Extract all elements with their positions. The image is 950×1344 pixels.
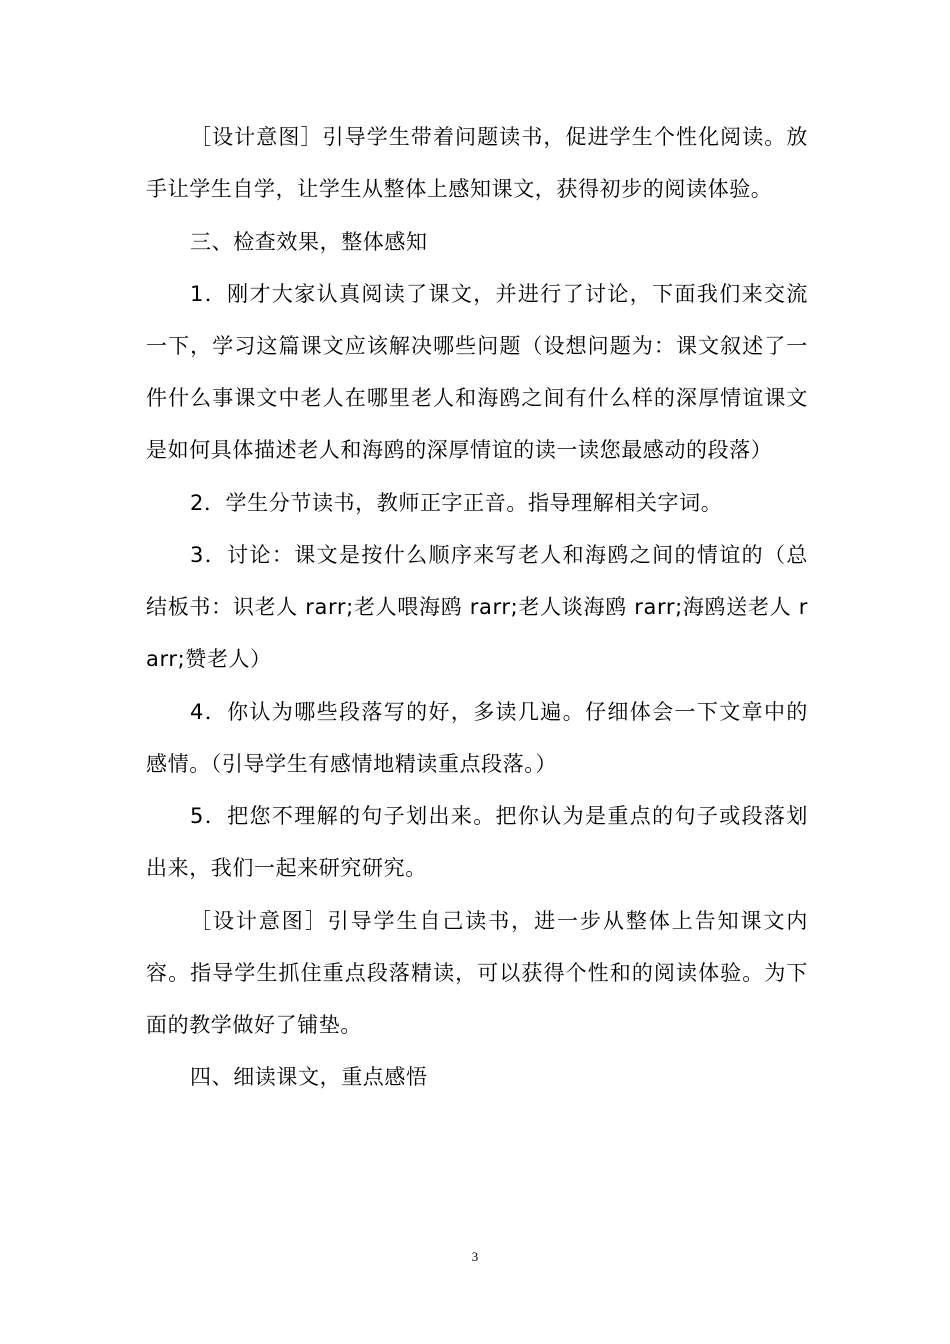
list-item-3: 3．讨论：课文是按什么顺序来写老人和海鸥之间的情谊的（总结板书：识老人 rarr;老人喂海鸥 rarr;老人谈海鸥 rarr;海鸥送老人 rarr;赞老人）	[146, 543, 808, 671]
list-item-5: 5．把您不理解的句子划出来。把你认为是重点的句子或段落划出来，我们一起来研究研究。	[146, 804, 808, 881]
section-heading-3: 三、检查效果，整体感知	[190, 229, 428, 254]
design-intent-paragraph-2: ［设计意图］引导学生自己读书，进一步从整体上告知课文内容。指导学生抓住重点段落精读，可以获得个性和的阅读体验。为下面的教学做好了铺垫。	[146, 908, 808, 1037]
section-heading-4: 四、细读课文，重点感悟	[190, 1065, 428, 1090]
list-item-2: 2．学生分节读书，教师正字正音。指导理解相关字词。	[190, 490, 723, 515]
page-number: 3	[471, 1249, 479, 1264]
list-item-1: 1．刚才大家认真阅读了课文，并进行了讨论，下面我们来交流一下，学习这篇课文应该解决哪些问题（设想问题为：课文叙述了一件什么事课文中老人在哪里老人和海鸥之间有什么样的深厚情谊课文是如何具体描述老人和海鸥的深厚情谊的读一读您最感动的段落）	[146, 282, 808, 462]
design-intent-paragraph-1: ［设计意图］引导学生带着问题读书，促进学生个性化阅读。放手让学生自学，让学生从整体上感知课文，获得初步的阅读体验。	[146, 125, 808, 201]
list-item-4: 4．你认为哪些段落写的好，多读几遍。仔细体会一下文章中的感情。（引导学生有感情地精读重点段落。）	[146, 699, 808, 776]
document-body	[146, 112, 808, 1105]
